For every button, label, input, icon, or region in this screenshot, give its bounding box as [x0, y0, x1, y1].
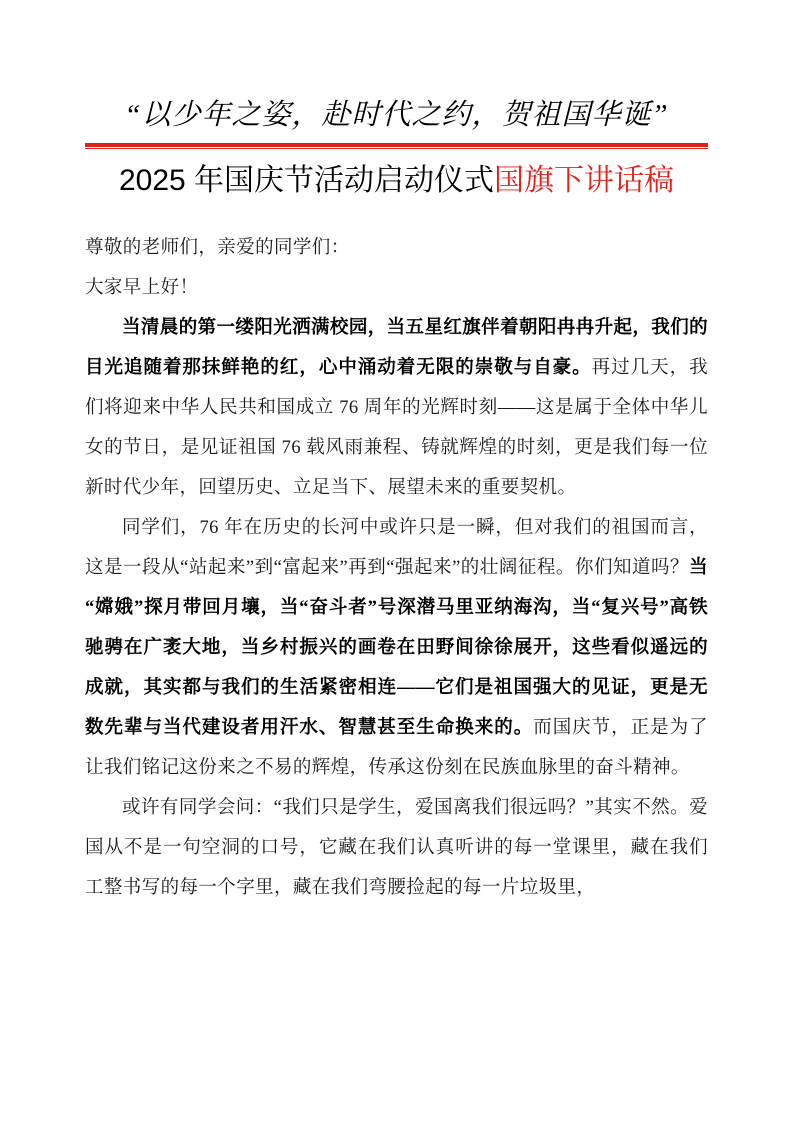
text-run-regular: 或许有同学会问：“我们只是学生，爱国离我们很远吗？”其实不然。爱国从不是一句空洞的口号，它藏在我们认真听讲的每一堂课里，藏在我们工整书写的每一个字里，藏在我们弯腰捡起的每一片垃圾里， [85, 798, 708, 898]
text-run-regular: 同学们，76 年在历史的长河中或许只是一瞬，但对我们的祖国而言，这是一段从“站起来”到“富起来”再到“强起来”的壮阔征程。你们知道吗？ [85, 518, 708, 578]
page-title [85, 160, 708, 202]
divider-thin-bar [85, 148, 708, 149]
text-run-regular: 再过几天，我们将迎来中华人民共和国成立 76 周年的光辉时刻——这是属于全体中华儿女的节日，是见证祖国 76 载风雨兼程、铸就辉煌的时刻，更是我们每一位新时代少年，回望历史、立足当下、展望未来的重要契机。 [85, 358, 708, 498]
document-subtitle: “以少年之姿，赴时代之约，贺祖国华诞” [124, 99, 669, 131]
paragraph-greeting [85, 268, 708, 308]
text-run-regular: 尊敬的老师们，亲爱的同学们： [85, 238, 350, 258]
paragraph-para-3 [85, 788, 708, 908]
text-run-regular: 而国庆节，正是为了让我们铭记这份来之不易的辉煌，传承这份刻在民族血脉里的奋斗精神。 [85, 718, 708, 778]
text-run-bold: 当清晨的第一缕阳光洒满校园，当五星红旗伴着朝阳冉冉升起，我们的目光追随着那抹鲜艳的红，心中涌动着无限的崇敬与自豪。 [85, 318, 708, 378]
paragraph-para-1 [85, 308, 708, 508]
document-body [85, 228, 708, 908]
paragraph-salutation [85, 228, 708, 268]
title-divider-rule [85, 143, 708, 150]
title-block [85, 0, 708, 202]
divider-thick-bar [85, 143, 708, 147]
text-run-bold: 当“嫦娥”探月带回月壤，当“奋斗者”号深潜马里亚纳海沟，当“复兴号”高铁驰骋在广袤大地，当乡村振兴的画卷在田野间徐徐展开，这些看似遥远的成就，其实都与我们的生活紧密相连——它们是祖国强大的见证，更是无数先辈与当代建设者用汗水、智慧甚至生命换来的。 [85, 558, 708, 738]
page-title-primary: 2025 年国庆节活动启动仪式 [118, 164, 495, 197]
paragraph-para-2 [85, 508, 708, 788]
page-title-highlight: 国旗下讲话稿 [494, 164, 675, 197]
text-run-regular: 大家早上好！ [85, 278, 199, 298]
